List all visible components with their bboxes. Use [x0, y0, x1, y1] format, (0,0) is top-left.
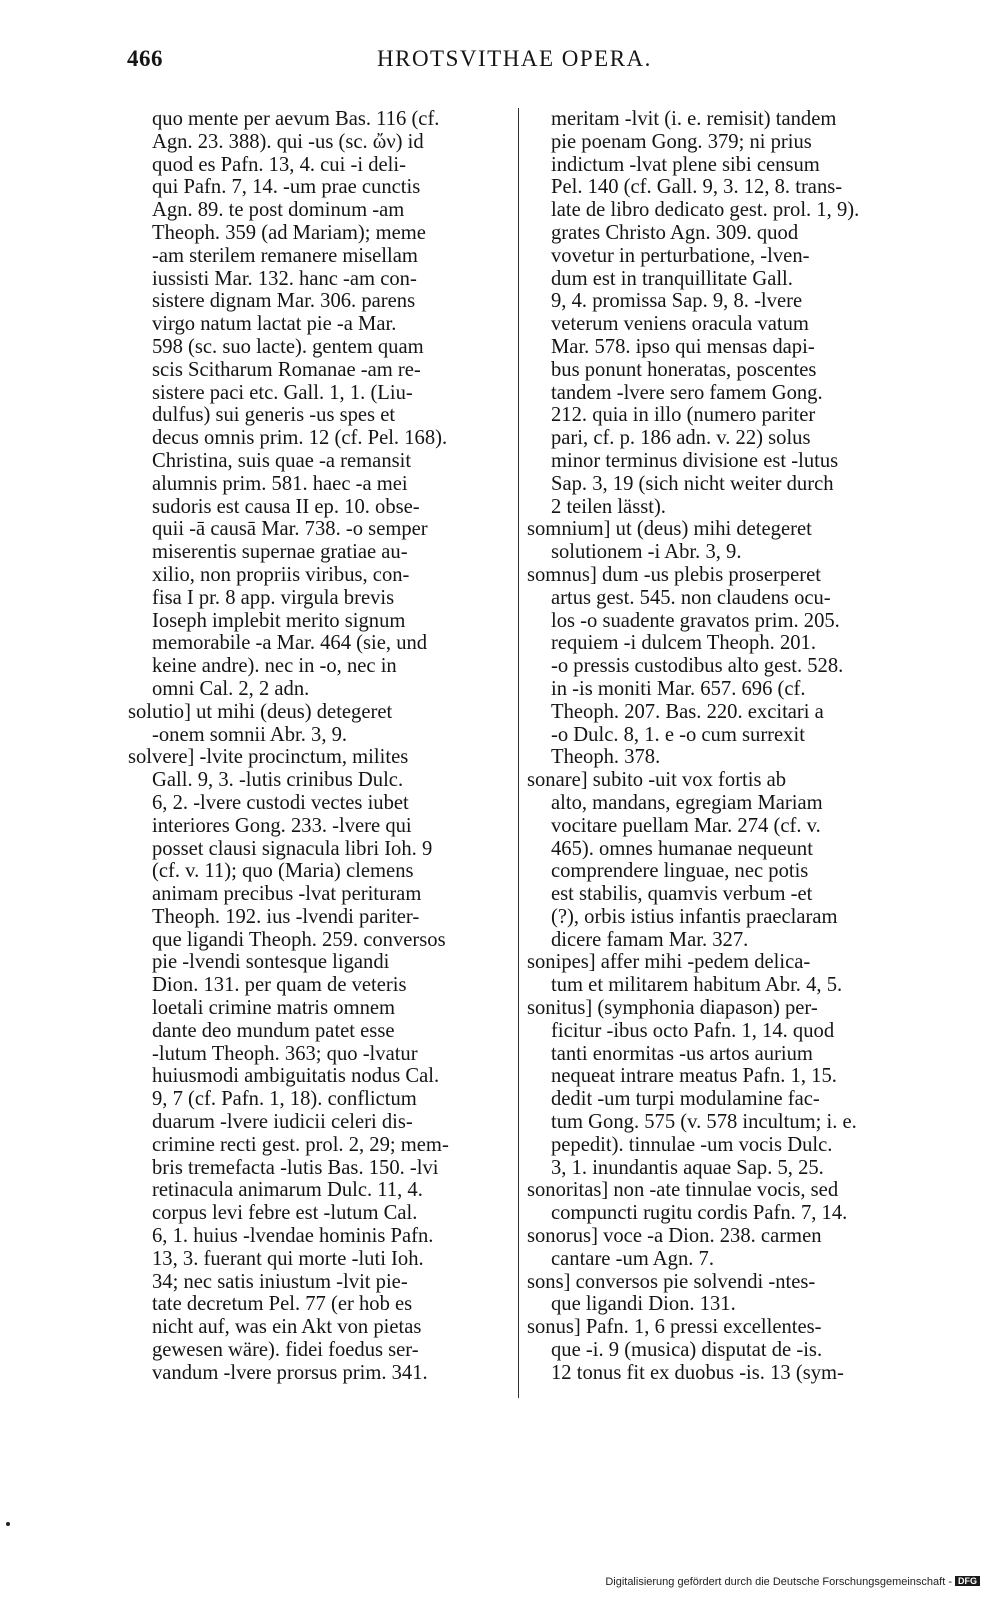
text-line: 6, 2. -lvere custodi vectes iubet [152, 791, 409, 814]
text-line: bus ponunt honeratas, poscentes [551, 358, 817, 381]
text-line: tanti enormitas -us artos aurium [551, 1042, 813, 1065]
text-line: decus omnis prim. 12 (cf. Pel. 168). [152, 427, 448, 450]
digitization-footer [605, 1576, 980, 1588]
text-line: dum est in tranquillitate Gall. [551, 267, 793, 290]
text-line: posset clausi signacula libri Ioh. 9 [152, 837, 433, 860]
text-line: sonoritas] non -ate tinnulae vocis, sed [527, 1179, 839, 1202]
text-line: 12 tonus fit ex duobus -is. 13 (sym- [551, 1361, 844, 1384]
text-line: virgo natum lactat pie -a Mar. [152, 313, 397, 336]
text-line: late de libro dedicato gest. prol. 1, 9). [551, 199, 860, 222]
text-line: que ligandi Theoph. 259. conversos [152, 928, 446, 951]
text-line: Christina, suis quae -a remansit [152, 449, 412, 472]
text-line: comprendere linguae, nec potis [551, 860, 809, 883]
text-line: 2 teilen lässt). [551, 495, 666, 518]
text-line: quod es Pafn. 13, 4. cui -i deli- [152, 153, 406, 176]
text-line: -lutum Theoph. 363; quo -lvatur [152, 1042, 418, 1065]
text-line: 212. quia in illo (numero pariter [551, 404, 816, 427]
text-line: tate decretum Pel. 77 (er hob es [152, 1293, 413, 1316]
text-line: -am sterilem remanere misellam [152, 244, 418, 267]
text-line: quii -ā causā Mar. 738. -o semper [152, 518, 428, 541]
text-line: iussisti Mar. 132. hanc -am con- [152, 267, 417, 290]
text-line: que -i. 9 (musica) disputat de -is. [551, 1339, 823, 1362]
text-line: dicere famam Mar. 327. [551, 928, 749, 951]
page-number: 466 [127, 46, 163, 71]
text-line: meritam -lvit (i. e. remisit) tandem [551, 108, 837, 130]
text-line: loetali crimine matris omnem [152, 997, 396, 1020]
text-line: tum et militarem habitum Abr. 4, 5. [551, 974, 843, 997]
text-line: indictum -lvat plene sibi censum [551, 153, 820, 176]
text-line: minor terminus divisione est -lutus [551, 449, 839, 472]
text-line: sistere paci etc. Gall. 1, 1. (Liu- [152, 381, 413, 404]
text-line: duarum -lvere iudicii celeri dis- [152, 1111, 413, 1134]
text-line: miserentis supernae gratiae au- [152, 541, 408, 564]
text-line: Theoph. 207. Bas. 220. excitari a [551, 700, 824, 723]
text-line: Agn. 89. te post dominum -am [152, 199, 405, 222]
text-line: sudoris est causa II ep. 10. obse- [152, 495, 420, 518]
text-line: dante deo mundum patet esse [152, 1019, 395, 1042]
text-line: fisa I pr. 8 app. virgula brevis [152, 586, 395, 609]
text-line: vandum -lvere prorsus prim. 341. [152, 1361, 428, 1384]
text-line: alumnis prim. 581. haec -a mei [152, 472, 408, 495]
text-line: est stabilis, quamvis verbum -et [551, 883, 813, 906]
text-line: -o Dulc. 8, 1. e -o cum surrexit [551, 723, 805, 746]
text-line: cantare -um Agn. 7. [551, 1247, 714, 1270]
text-line: compuncti rugitu cordis Pafn. 7, 14. [551, 1202, 848, 1225]
text-line: artus gest. 545. non claudens ocu- [551, 586, 831, 609]
text-line: sonus] Pafn. 1, 6 pressi excellentes- [527, 1316, 822, 1339]
text-line: gewesen wäre). fidei foedus ser- [152, 1339, 419, 1362]
text-line: tandem -lvere sero famem Gong. [551, 381, 823, 404]
text-line: nicht auf, was ein Akt von pietas [152, 1316, 422, 1339]
text-line: vocitare puellam Mar. 274 (cf. v. [551, 814, 821, 837]
text-line: dulfus) sui generis -us spes et [152, 404, 396, 427]
text-line: pari, cf. p. 186 adn. v. 22) solus [551, 427, 811, 450]
text-line: pepedit). tinnulae -um vocis Dulc. [551, 1133, 833, 1156]
left-column [128, 108, 512, 1385]
text-line: Sap. 3, 19 (sich nicht weiter durch [551, 472, 834, 495]
text-line: sonipes] affer mihi -pedem delica- [527, 951, 811, 974]
footer-text: Digitalisierung gefördert durch die Deutsche Forschungsgemeinschaft - [605, 1576, 952, 1588]
text-line: sistere dignam Mar. 306. parens [152, 290, 416, 313]
text-line: los -o suadente gravatos prim. 205. [551, 609, 840, 632]
text-line: in -is moniti Mar. 657. 696 (cf. [551, 677, 806, 700]
text-line: pie -lvendi sontesque ligandi [152, 951, 390, 974]
text-line: Gall. 9, 3. -lutis crinibus Dulc. [152, 769, 404, 792]
text-line: scis Scitharum Romanae -am re- [152, 358, 421, 381]
text-line: 465). omnes humanae nequeunt [551, 837, 813, 860]
text-line: Theoph. 378. [551, 746, 661, 769]
running-title: HROTSVITHAE OPERA. [377, 46, 652, 71]
text-line: grates Christo Agn. 309. quod [551, 221, 799, 244]
text-line: Agn. 23. 388). qui -us (sc. ὤν) id [152, 130, 424, 153]
text-line: Ioseph implebit merito signum [152, 609, 406, 632]
text-line: Pel. 140 (cf. Gall. 9, 3. 12, 8. trans- [551, 176, 843, 199]
text-line: crimine recti gest. prol. 2, 29; mem- [152, 1133, 449, 1156]
text-line: -o pressis custodibus alto gest. 528. [551, 655, 844, 678]
text-line: animam precibus -lvat perituram [152, 883, 422, 906]
column-divider [518, 108, 519, 1398]
text-line: retinacula animarum Dulc. 11, 4. [152, 1179, 423, 1202]
text-line: 3, 1. inundantis aquae Sap. 5, 25. [551, 1156, 824, 1179]
text-line: que ligandi Dion. 131. [551, 1293, 736, 1316]
text-line: veterum veniens oracula vatum [551, 313, 809, 336]
text-line: solutionem -i Abr. 3, 9. [551, 541, 742, 564]
text-line: Theoph. 192. ius -lvendi pariter- [152, 905, 420, 928]
text-line: corpus levi febre est -lutum Cal. [152, 1202, 418, 1225]
text-line: (cf. v. 11); quo (Maria) clemens [152, 860, 414, 883]
text-line: ficitur -ibus octo Pafn. 1, 14. quod [551, 1019, 835, 1042]
text-line: nequeat intrare meatus Pafn. 1, 15. [551, 1065, 837, 1088]
text-line: Theoph. 359 (ad Mariam); meme [152, 221, 426, 244]
text-line: memorabile -a Mar. 464 (sie, und [152, 632, 428, 655]
right-column [527, 108, 907, 1385]
scan-speck [6, 1522, 10, 1526]
text-line: sons] conversos pie solvendi -ntes- [527, 1270, 816, 1293]
text-line: huiusmodi ambiguitatis nodus Cal. [152, 1065, 440, 1088]
text-line: sonitus] (symphonia diapason) per- [527, 997, 818, 1020]
text-line: pie poenam Gong. 379; ni prius [551, 130, 812, 153]
dfg-logo: DFG [955, 1576, 980, 1586]
text-line: somnus] dum -us plebis proserperet [527, 563, 821, 586]
text-line: requiem -i dulcem Theoph. 201. [551, 632, 816, 655]
text-line: -onem somnii Abr. 3, 9. [152, 723, 348, 746]
text-line: 13, 3. fuerant qui morte -luti Ioh. [152, 1247, 424, 1270]
text-line: bris tremefacta -lutis Bas. 150. -lvi [152, 1156, 439, 1179]
text-line: Dion. 131. per quam de veteris [152, 974, 407, 997]
text-line: somnium] ut (deus) mihi detegeret [527, 518, 812, 541]
text-line: solvere] -lvite procinctum, milites [128, 746, 409, 769]
text-line: vovetur in perturbatione, -lven- [551, 244, 810, 267]
text-line: alto, mandans, egregiam Mariam [551, 791, 823, 814]
text-line: 598 (sc. suo lacte). gentem quam [152, 335, 424, 358]
text-line: omni Cal. 2, 2 adn. [152, 677, 310, 700]
text-line: sonare] subito -uit vox fortis ab [527, 769, 787, 792]
text-line: interiores Gong. 233. -lvere qui [152, 814, 412, 837]
text-line: 6, 1. huius -lvendae hominis Pafn. [152, 1225, 434, 1248]
text-line: tum Gong. 575 (v. 578 incultum; i. e. [551, 1111, 857, 1134]
text-line: 34; nec satis iniustum -lvit pie- [152, 1270, 408, 1293]
text-line: dedit -um turpi modulamine fac- [551, 1088, 820, 1111]
text-line: quo mente per aevum Bas. 116 (cf. [152, 108, 440, 130]
text-line: sonorus] voce -a Dion. 238. carmen [527, 1225, 822, 1248]
text-line: qui Pafn. 7, 14. -um prae cunctis [152, 176, 421, 199]
text-line: Mar. 578. ipso qui mensas dapi- [551, 335, 815, 358]
text-line: 9, 7 (cf. Pafn. 1, 18). conflictum [152, 1088, 417, 1111]
page-header [127, 46, 902, 86]
text-line: keine andre). nec in -o, nec in [152, 655, 397, 678]
text-line: 9, 4. promissa Sap. 9, 8. -lvere [551, 290, 803, 313]
text-line: solutio] ut mihi (deus) detegeret [128, 700, 393, 723]
text-line: xilio, non propriis viribus, con- [152, 563, 410, 586]
text-line: (?), orbis istius infantis praeclaram [551, 905, 838, 928]
